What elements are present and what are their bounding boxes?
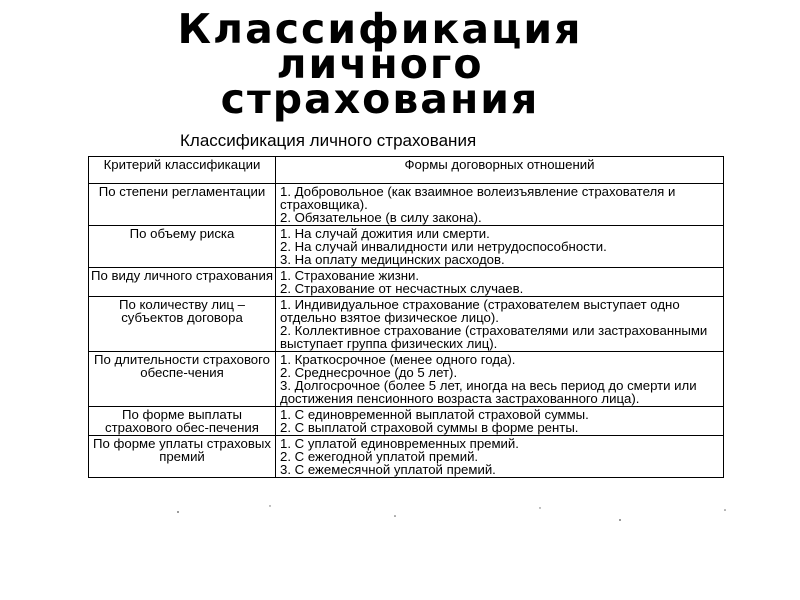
forms-cell xyxy=(276,268,724,297)
table-row xyxy=(89,226,724,268)
criterion-cell: По степени регламентации xyxy=(89,184,276,226)
form-item: 2. Страхование от несчастных случаев. xyxy=(280,281,524,296)
table-caption: Классификация личного страхования xyxy=(180,131,477,150)
form-item: 2. Коллективное страхование (страхователями или застрахованными выступает группа физических лиц). xyxy=(280,323,708,351)
scan-noise xyxy=(150,498,770,558)
form-item: 2. Среднесрочное (до 5 лет). xyxy=(280,365,458,380)
table-body xyxy=(89,184,724,478)
slide-title-line-3: страхования xyxy=(220,75,540,123)
form-item: 2. С выплатой страховой суммы в форме ренты. xyxy=(280,420,579,435)
form-item: 2. Обязательное (в силу закона). xyxy=(280,210,482,225)
criterion-cell: По форме выплаты страхового обес-печения xyxy=(89,407,276,436)
form-item: 1. Добровольное (как взаимное волеизъявление страхователя и страховщика). xyxy=(280,184,676,212)
form-item: 3. Долгосрочное (более 5 лет, иногда на весь период до смерти или достижения пенсионного возраста застрахованного лица). xyxy=(280,378,697,406)
form-item: 3. На оплату медицинских расходов. xyxy=(280,252,505,267)
classification-table xyxy=(88,156,724,478)
header-criterion: Критерий классификации xyxy=(89,157,276,184)
criterion-cell: По объему риска xyxy=(89,226,276,268)
form-item: 1. На случай дожития или смерти. xyxy=(280,226,490,241)
forms-cell xyxy=(276,352,724,407)
form-item: 2. С ежегодной уплатой премий. xyxy=(280,449,479,464)
forms-cell xyxy=(276,184,724,226)
forms-cell xyxy=(276,297,724,352)
forms-cell xyxy=(276,436,724,478)
table-header-row xyxy=(89,157,724,184)
table-row xyxy=(89,407,724,436)
form-item: 1. Индивидуальное страхование (страхователем выступает одно отдельно взятое физическое лицо). xyxy=(280,297,680,325)
table-row xyxy=(89,352,724,407)
forms-cell xyxy=(276,407,724,436)
form-item: 2. На случай инвалидности или нетрудоспособности. xyxy=(280,239,607,254)
form-item: 1. С единовременной выплатой страховой суммы. xyxy=(280,407,589,422)
form-item: 3. С ежемесячной уплатой премий. xyxy=(280,462,496,477)
criterion-cell: По виду личного страхования xyxy=(89,268,276,297)
slide-title xyxy=(100,5,660,123)
table-row xyxy=(89,184,724,226)
header-forms: Формы договорных отношений xyxy=(276,157,724,184)
form-item: 1. С уплатой единовременных премий. xyxy=(280,436,519,451)
forms-cell xyxy=(276,226,724,268)
form-item: 1. Страхование жизни. xyxy=(280,268,420,283)
criterion-cell: По количеству лиц – субъектов договора xyxy=(89,297,276,352)
criterion-cell: По длительности страхового обеспе-чения xyxy=(89,352,276,407)
table-row xyxy=(89,268,724,297)
table-row xyxy=(89,436,724,478)
slide-title-line-1: Классификация xyxy=(177,5,583,53)
slide-title-line-2: личного xyxy=(276,40,484,88)
table-row xyxy=(89,297,724,352)
criterion-cell: По форме уплаты страховых премий xyxy=(89,436,276,478)
form-item: 1. Краткосрочное (менее одного года). xyxy=(280,352,516,367)
